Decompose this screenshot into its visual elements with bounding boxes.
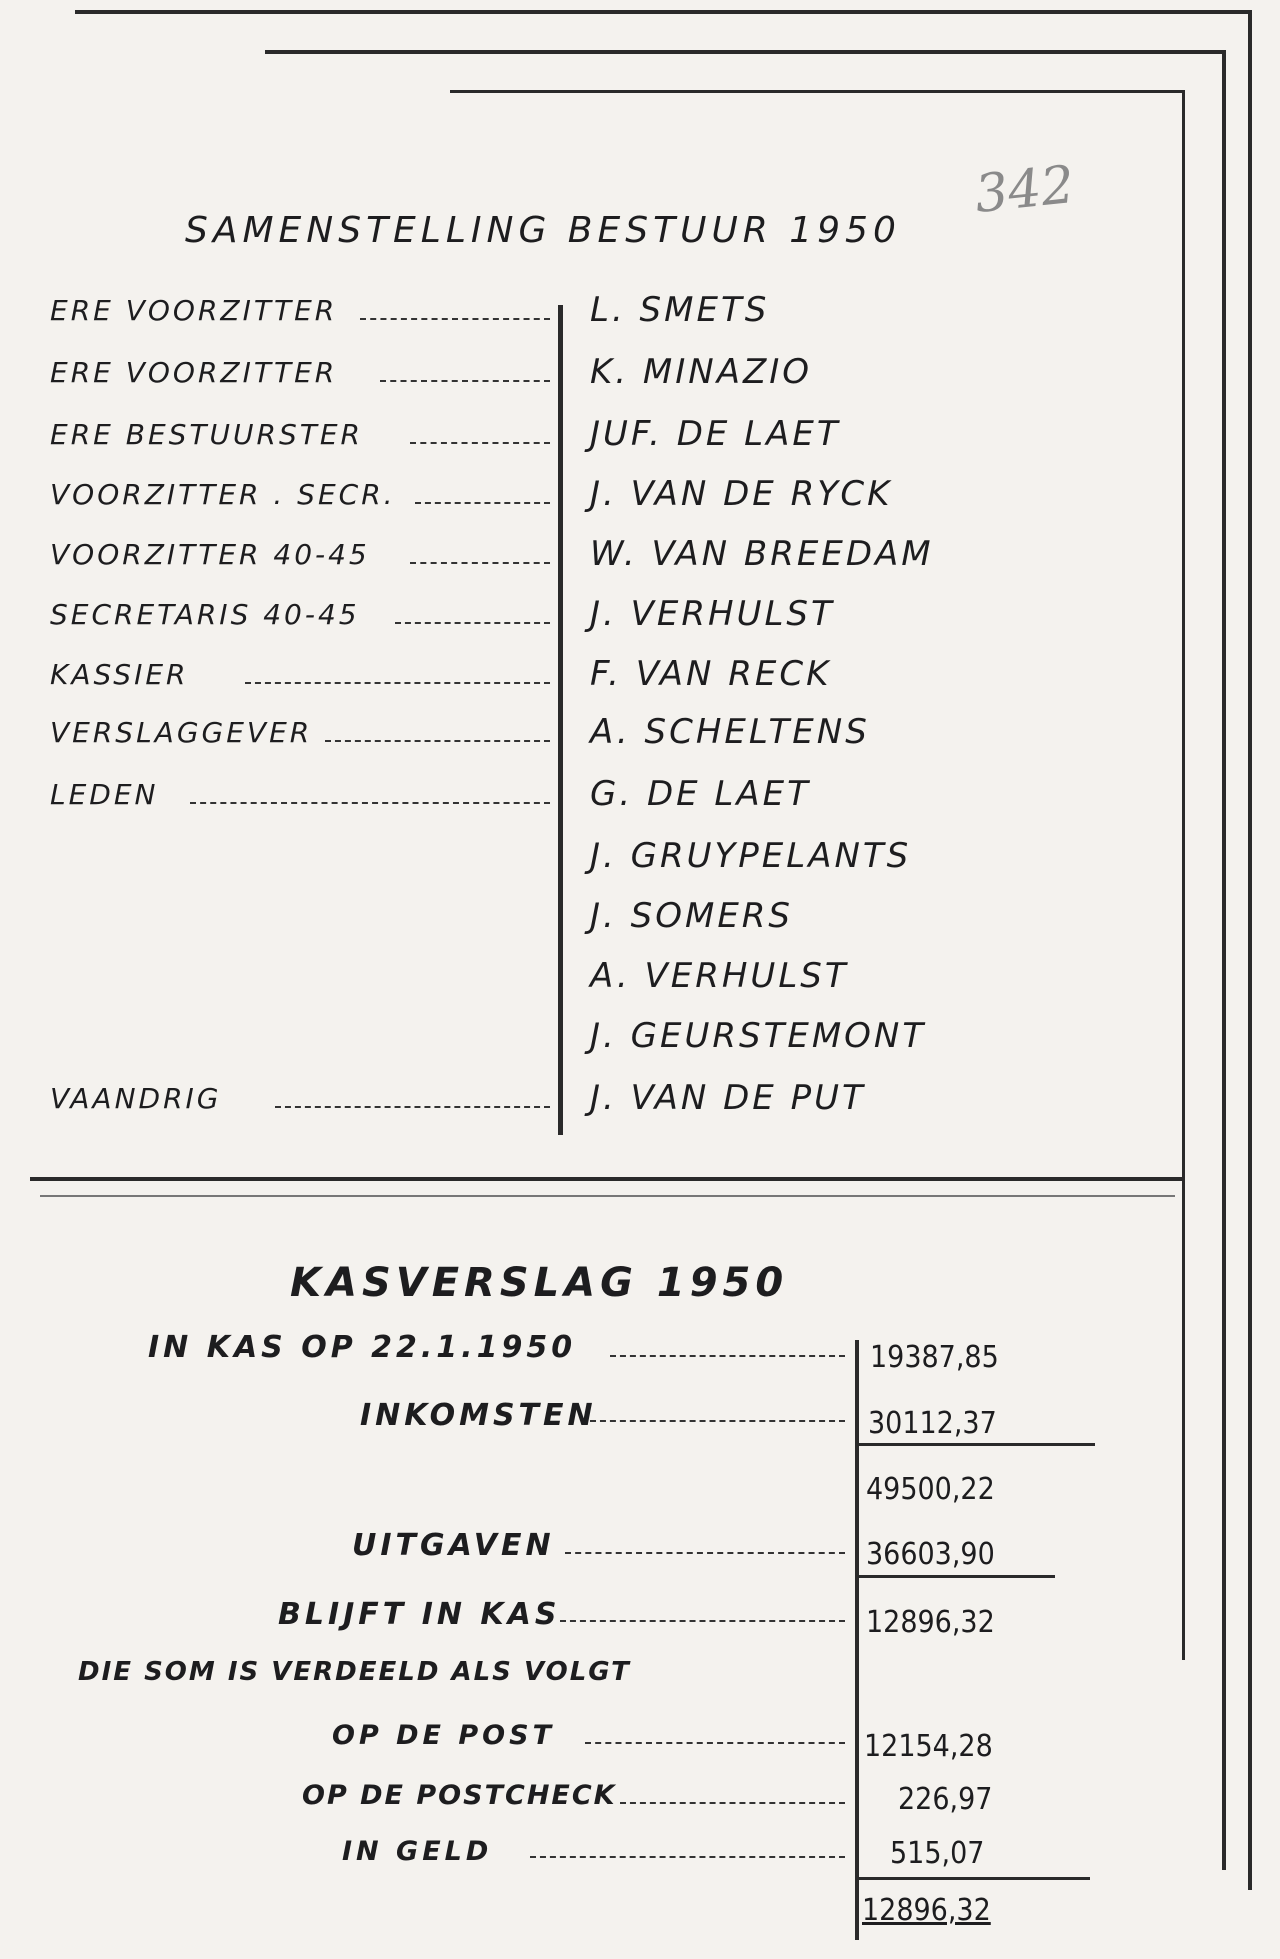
bestuur-name: J. VAN DE RYCK xyxy=(590,474,893,514)
frame-line-top-3 xyxy=(450,90,1185,93)
bestuur-dash xyxy=(245,682,550,684)
dash-geld xyxy=(530,1856,845,1858)
bestuur-role: VERSLAGGEVER xyxy=(50,716,313,749)
bestuur-dash xyxy=(360,318,550,320)
dash-inkomsten xyxy=(590,1420,845,1422)
bestuur-name: W. VAN BREEDAM xyxy=(590,534,934,574)
bestuur-role: ERE BESTUURSTER xyxy=(50,418,363,451)
geld-amount: 515,07 xyxy=(890,1836,985,1871)
kasverslag-title: KASVERSLAG 1950 xyxy=(290,1260,789,1306)
bestuur-role: KASSIER xyxy=(50,658,189,691)
bestuur-name: J. SOMERS xyxy=(590,896,794,936)
frame-line-top-1 xyxy=(75,10,1250,14)
frame-line-right-1 xyxy=(1248,10,1252,1890)
bestuur-role: VOORZITTER . SECR. xyxy=(50,478,396,511)
bestuur-divider xyxy=(558,305,563,1135)
bestuur-title: SAMENSTELLING BESTUUR 1950 xyxy=(185,210,901,251)
bestuur-name: F. VAN RECK xyxy=(590,654,832,694)
total-amount: 12896,32 xyxy=(862,1893,991,1928)
verdeeld-label: DIE SOM IS VERDEELD ALS VOLGT xyxy=(78,1657,631,1687)
bestuur-dash xyxy=(395,622,550,624)
bestuur-name: G. DE LAET xyxy=(590,774,811,814)
bestuur-name: J. VAN DE PUT xyxy=(590,1078,866,1118)
bestuur-dash xyxy=(415,502,550,504)
bestuur-name: J. VERHULST xyxy=(590,594,835,634)
blijft-amount: 12896,32 xyxy=(866,1605,995,1640)
geld-label: IN GELD xyxy=(342,1836,493,1867)
in-kas-label: IN KAS OP 22.1.1950 xyxy=(148,1330,577,1365)
dash-uitgaven xyxy=(565,1552,845,1554)
blijft-label: BLIJFT IN KAS xyxy=(278,1597,561,1632)
kasverslag-divider xyxy=(855,1340,859,1940)
bestuur-dash xyxy=(190,802,550,804)
total-line xyxy=(855,1877,1090,1880)
section-separator xyxy=(30,1177,1185,1181)
frame-line-right-2 xyxy=(1222,50,1226,1870)
section-separator-thin xyxy=(40,1195,1175,1197)
bestuur-name: A. VERHULST xyxy=(590,956,849,996)
inkomsten-label: INKOMSTEN xyxy=(360,1398,597,1433)
dash-post xyxy=(585,1742,845,1744)
bestuur-role: ERE VOORZITTER xyxy=(50,294,338,327)
bestuur-name: K. MINAZIO xyxy=(590,352,813,392)
bestuur-role: SECRETARIS 40-45 xyxy=(50,598,360,631)
bestuur-name: L. SMETS xyxy=(590,290,770,330)
in-kas-amount: 19387,85 xyxy=(870,1340,999,1375)
bestuur-dash xyxy=(410,562,550,564)
inkomsten-amount: 30112,37 xyxy=(868,1406,997,1441)
dash-blijft xyxy=(560,1620,845,1622)
bestuur-name: A. SCHELTENS xyxy=(590,712,870,752)
bestuur-role: LEDEN xyxy=(50,778,159,811)
bestuur-dash xyxy=(275,1106,550,1108)
subtotal-amount: 49500,22 xyxy=(866,1472,995,1507)
bestuur-dash xyxy=(410,442,550,444)
frame-line-top-2 xyxy=(265,50,1225,54)
bestuur-role: VAANDRIG xyxy=(50,1082,222,1115)
uitgaven-line xyxy=(855,1575,1055,1578)
uitgaven-label: UITGAVEN xyxy=(352,1528,555,1563)
postcheck-amount: 226,97 xyxy=(898,1782,993,1817)
dash-in-kas xyxy=(610,1355,845,1357)
bestuur-dash xyxy=(380,380,550,382)
postcheck-label: OP DE POSTCHECK xyxy=(302,1780,617,1811)
bestuur-name: J. GEURSTEMONT xyxy=(590,1016,927,1056)
subtotal-line xyxy=(855,1443,1095,1446)
post-amount: 12154,28 xyxy=(864,1729,993,1764)
uitgaven-amount: 36603,90 xyxy=(866,1537,995,1572)
bestuur-dash xyxy=(325,740,550,742)
bestuur-role: ERE VOORZITTER xyxy=(50,356,338,389)
bestuur-role: VOORZITTER 40-45 xyxy=(50,538,370,571)
bestuur-name: J. GRUYPELANTS xyxy=(590,836,912,876)
post-label: OP DE POST xyxy=(332,1720,556,1751)
bestuur-name: JUF. DE LAET xyxy=(590,414,841,454)
frame-line-right-3 xyxy=(1182,90,1185,1660)
page-number: 342 xyxy=(972,154,1078,226)
dash-postcheck xyxy=(620,1802,845,1804)
